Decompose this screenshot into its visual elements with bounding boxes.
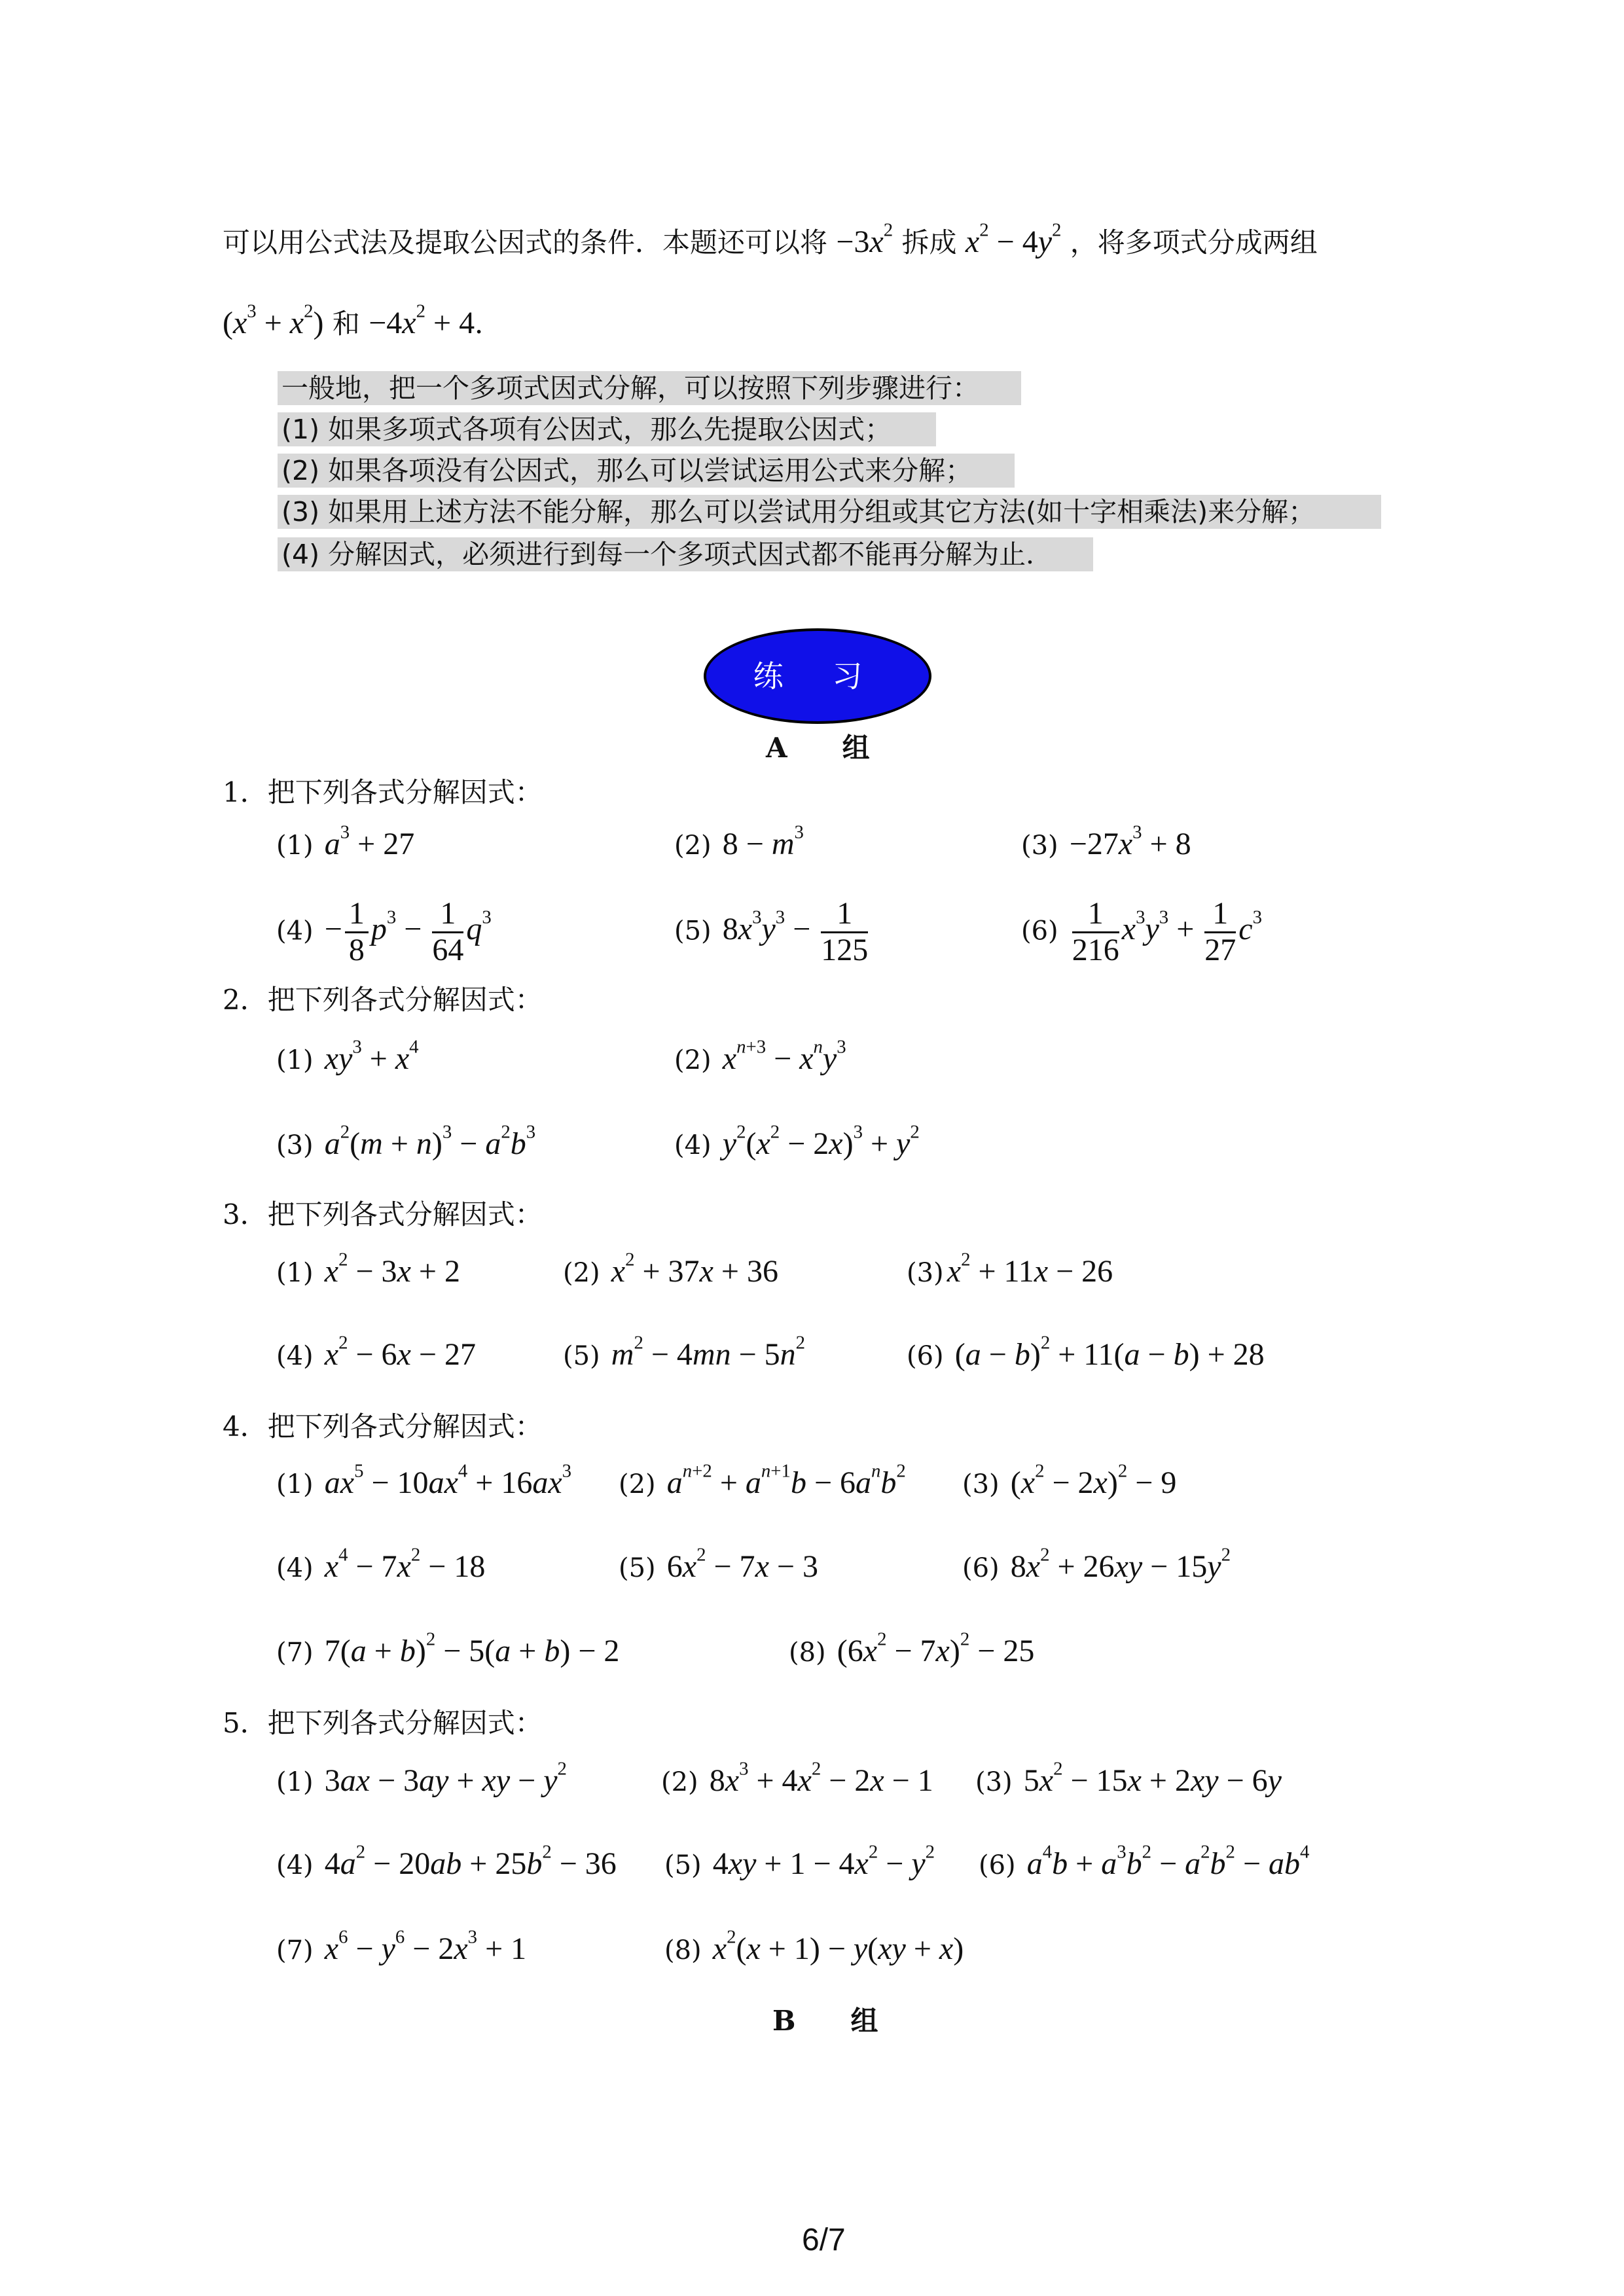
q5-item-4 (276, 1841, 617, 1882)
math-expr: $-27x^3 + 8$ (1061, 821, 1191, 861)
math-expr: $6x^2 - 7x - 3$ (659, 1544, 818, 1584)
math-expr: $a^3 + 27$ (324, 821, 415, 861)
q4-item-8 (789, 1628, 1035, 1669)
item-label: (1) (276, 831, 314, 861)
math-expr: $8 - m^3$ (714, 821, 804, 861)
item-label: (4) (276, 1553, 314, 1583)
item-label: (8) (789, 1638, 826, 1668)
math-expr: $x^2(x + 1) - y(xy + x)$ (712, 1926, 964, 1966)
item-label: (2) (619, 1469, 656, 1499)
q5-item-3 (975, 1758, 1282, 1799)
practice-badge: 练 习 (704, 628, 931, 724)
math-expr: $x^2 - 3x + 2$ (324, 1249, 460, 1289)
math-expr: $4a^2 - 20ab + 25b^2 - 36$ (316, 1841, 617, 1881)
intro-line-2 (223, 302, 502, 342)
q1-item-2 (674, 821, 804, 862)
q5-item-2 (661, 1758, 933, 1799)
item-label: (1) (276, 1258, 314, 1288)
math-expr: $x^2 + 11x - 26$ (947, 1249, 1113, 1289)
math-expr: $-3x^2$ (836, 219, 893, 259)
math-expr: $a^{n+2} + a^{n+1}b - 6a^nb^2$ (666, 1460, 906, 1500)
math-expr: $xy^3 + x^4$ (324, 1036, 419, 1076)
question-3: 3．把下列各式分解因式： (223, 1198, 543, 1230)
q3-item-5 (563, 1332, 806, 1372)
intro-text-and: 和 (332, 308, 360, 340)
intro-text-b: 拆成 (901, 226, 957, 259)
item-label: (1) (276, 1045, 314, 1075)
math-expr: $8x^3 + 4x^2 - 2x - 1$ (701, 1758, 933, 1798)
step-line-3: (3) 如果用上述方法不能分解，那么可以尝试用分组或其它方法(如十字相乘法)来分解； (278, 495, 1381, 529)
intro-text-a: 可以用公式法及提取公因式的条件．本题还可以将 (223, 226, 828, 259)
math-expr: $4xy + 1 - 4x^2 - y^2$ (704, 1841, 935, 1881)
q5-item-7 (276, 1926, 527, 1967)
q1-item-5 (674, 897, 871, 968)
q1-item-4 (276, 897, 492, 968)
item-label: (4) (276, 1341, 314, 1371)
math-expr: $ax^5 - 10ax^4 + 16ax^3$ (324, 1460, 572, 1500)
q4-item-7 (276, 1628, 620, 1669)
group-a-title: A 组 (766, 732, 870, 764)
item-label: (3) (276, 1130, 314, 1160)
math-expr: $x^4 - 7x^2 - 18$ (324, 1544, 486, 1584)
item-label: (4) (276, 916, 314, 946)
item-label: (6) (907, 1341, 944, 1371)
q1-item-6 (1021, 897, 1262, 968)
item-label: (7) (276, 1638, 314, 1668)
math-expr: $x^2 + 37x + 36$ (611, 1249, 778, 1289)
q1-item-1 (276, 821, 415, 862)
step-line-1: (1) 如果多项式各项有公因式，那么先提取公因式； (278, 412, 936, 446)
q2-item-2 (674, 1036, 846, 1077)
item-label: (2) (661, 1767, 698, 1797)
math-expr: $a^4b + a^3b^2 - a^2b^2 - ab^4$ (1026, 1841, 1310, 1881)
math-expr: $(6x^2 - 7x)^2 - 25$ (829, 1628, 1035, 1668)
math-expr: − $\frac{1}{8}$ $p^3$ − $\frac{1}{64}$ $q^3$ (316, 896, 492, 967)
q4-item-4 (276, 1544, 486, 1585)
item-label: (4) (674, 1130, 712, 1160)
question-4: 4．把下列各式分解因式： (223, 1410, 543, 1443)
item-label: (2) (674, 831, 712, 861)
item-label: (3) (907, 1258, 944, 1288)
item-label: (5) (664, 1850, 702, 1880)
item-label: (4) (276, 1850, 314, 1880)
intro-text-end: ． (475, 308, 503, 340)
page-number: 6/7 (802, 2223, 846, 2257)
math-expr: $(a - b)^2 + 11(a - b) + 28$ (947, 1332, 1265, 1372)
math-expr: $-4x^2 + 4$ (369, 300, 475, 340)
q3-item-2 (563, 1249, 778, 1289)
q5-item-5 (664, 1841, 935, 1882)
math-expr: $8x^2 + 26xy - 15y^2$ (1002, 1544, 1231, 1584)
q3-item-6 (907, 1332, 1265, 1372)
q4-item-3 (962, 1460, 1177, 1501)
q2-item-4 (674, 1121, 920, 1162)
item-label: (1) (276, 1767, 314, 1797)
q1-item-3 (1021, 821, 1191, 862)
math-expr: $x^2 - 6x - 27$ (324, 1332, 476, 1372)
math-expr: 3ax − 3ay + xy − $y^2$ (316, 1758, 567, 1798)
math-expr: $(x^2 - 2x)^2 - 9$ (1002, 1460, 1177, 1500)
item-label: (7) (276, 1935, 314, 1965)
item-label: (5) (619, 1553, 656, 1583)
step-line-0: 一般地，把一个多项式因式分解，可以按照下列步骤进行： (278, 371, 1021, 405)
math-expr: $x^6 - y^6 - 2x^3 + 1$ (324, 1926, 527, 1966)
question-5: 5．把下列各式分解因式： (223, 1707, 543, 1739)
q3-item-3 (907, 1249, 1113, 1289)
intro-line-1 (223, 221, 1318, 260)
q2-item-1 (276, 1036, 419, 1077)
item-label: (2) (563, 1258, 600, 1288)
q5-item-1 (276, 1758, 567, 1799)
group-b-title: B 组 (772, 2005, 878, 2037)
math-expr: $m^2 - 4mn - 5n^2$ (611, 1332, 806, 1372)
q5-item-6 (979, 1841, 1310, 1882)
math-expr: $5x^2 - 15x + 2xy - 6y$ (1015, 1758, 1282, 1798)
item-label: (6) (962, 1553, 1000, 1583)
step-line-4: (4) 分解因式，必须进行到每一个多项式因式都不能再分解为止． (278, 537, 1093, 571)
item-label: (6) (979, 1850, 1016, 1880)
q4-item-1 (276, 1460, 572, 1501)
math-expr: $a^2(m + n)^3 - a^2b^3$ (324, 1121, 536, 1161)
item-label: (5) (563, 1341, 600, 1371)
item-label: (3) (1021, 831, 1058, 861)
math-expr: $y^2(x^2 - 2x)^3 + y^2$ (722, 1121, 920, 1161)
item-label: (6) (1021, 916, 1058, 946)
math-expr: $x^{n+3} - x^ny^3$ (722, 1036, 846, 1076)
item-label: (3) (962, 1469, 1000, 1499)
q4-item-2 (619, 1460, 906, 1501)
item-label: (3) (975, 1767, 1013, 1797)
math-expr: $(x^3 + x^2)$ (223, 300, 324, 340)
math-expr: $8x^3y^3$ − $\frac{1}{125}$ (714, 896, 869, 967)
math-expr: $7(a + b)^2 - 5(a + b) - 2$ (316, 1628, 620, 1668)
intro-text-c: ，将多项式分成两组 (1070, 226, 1318, 259)
question-2: 2．把下列各式分解因式： (223, 984, 543, 1016)
q4-item-6 (962, 1544, 1231, 1585)
math-expr: $x^2 - 4y^2$ (965, 219, 1062, 259)
item-label: (8) (664, 1935, 702, 1965)
question-1: 1．把下列各式分解因式： (223, 776, 543, 808)
item-label: (2) (674, 1045, 712, 1075)
q3-item-1 (276, 1249, 460, 1289)
q5-item-8 (664, 1926, 964, 1967)
q4-item-5 (619, 1544, 818, 1585)
item-label: (1) (276, 1469, 314, 1499)
math-expr: $\frac{1}{216}$ $x^3y^3$ + $\frac{1}{27}$ $c^3$ (1072, 896, 1262, 967)
q3-item-4 (276, 1332, 476, 1372)
q2-item-3 (276, 1121, 536, 1162)
item-label: (5) (674, 916, 712, 946)
step-line-2: (2) 如果各项没有公因式，那么可以尝试运用公式来分解； (278, 454, 1015, 488)
